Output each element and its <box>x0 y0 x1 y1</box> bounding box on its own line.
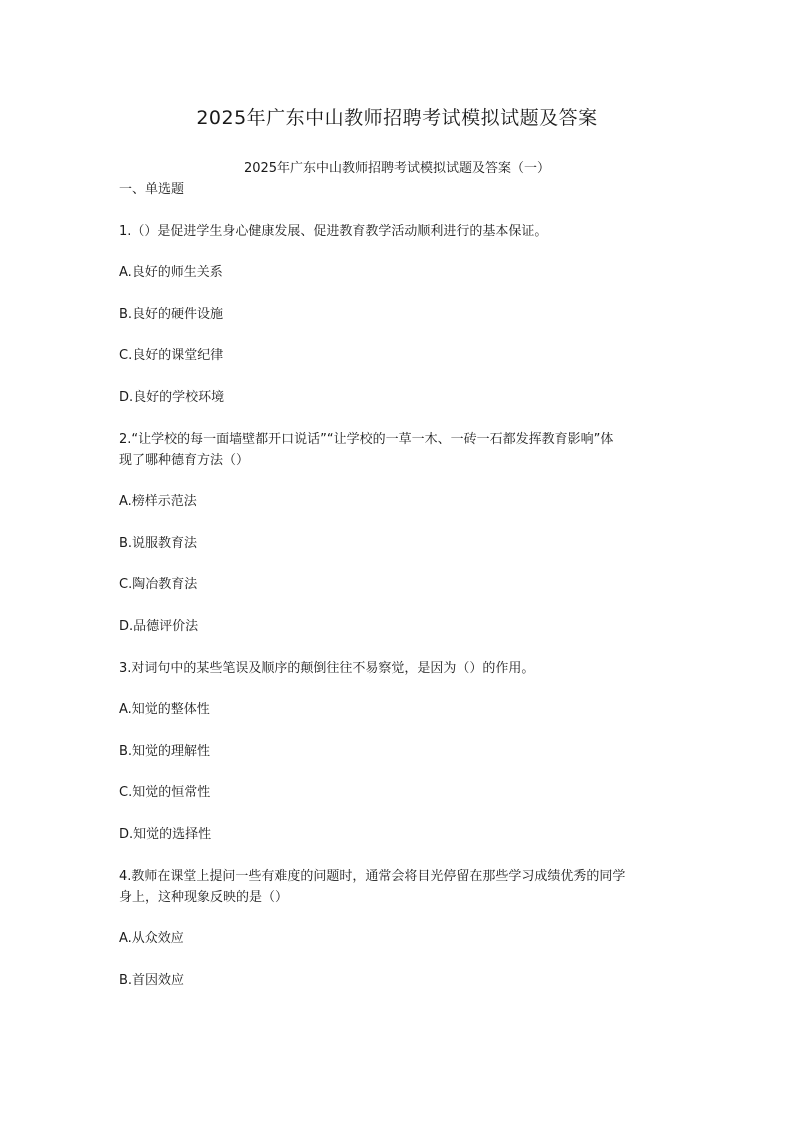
question-4-stem-line-1: 4.教师在课堂上提问一些有难度的问题时，通常会将目光停留在那些学习成绩优秀的同学 <box>119 869 626 884</box>
question-1-option-b: B.良好的硬件设施 <box>119 307 224 322</box>
question-2-option-c: C.陶冶教育法 <box>119 577 198 592</box>
question-2-option-b: B.说服教育法 <box>119 536 198 551</box>
question-1-option-c: C.良好的课堂纪律 <box>119 348 224 363</box>
question-3-option-b: B.知觉的理解性 <box>119 744 211 759</box>
document-title: 2025年广东中山教师招聘考试模拟试题及答案 <box>196 107 598 129</box>
question-2-stem-line-2: 现了哪种德育方法（） <box>119 453 250 468</box>
section-heading: 一、单选题 <box>119 182 185 197</box>
question-1-option-a: A.良好的师生关系 <box>119 265 223 280</box>
question-4-option-b: B.首因效应 <box>119 973 185 988</box>
question-3-option-a: A.知觉的整体性 <box>119 702 210 717</box>
question-2-option-a: A.榜样示范法 <box>119 494 197 509</box>
question-1-stem-line-1: 1.（）是促进学生身心健康发展、促进教育教学活动顺利进行的基本保证。 <box>119 224 548 239</box>
question-2-stem-line-1: 2.“让学校的每一面墙壁都开口说话”“让学校的一草一木、一砖一石都发挥教育影响”体 <box>119 432 614 447</box>
question-2-option-d: D.品德评价法 <box>119 619 199 634</box>
question-4-option-a: A.从众效应 <box>119 931 184 946</box>
document-subtitle: 2025年广东中山教师招聘考试模拟试题及答案（一） <box>243 161 551 176</box>
question-4-stem-line-2: 身上，这种现象反映的是（） <box>119 890 289 905</box>
question-3-option-d: D.知觉的选择性 <box>119 827 212 842</box>
question-3-stem-line-1: 3.对词句中的某些笔误及顺序的颠倒往往不易察觉，是因为（）的作用。 <box>119 661 535 676</box>
question-1-option-d: D.良好的学校环境 <box>119 390 225 405</box>
question-3-option-c: C.知觉的恒常性 <box>119 785 211 800</box>
